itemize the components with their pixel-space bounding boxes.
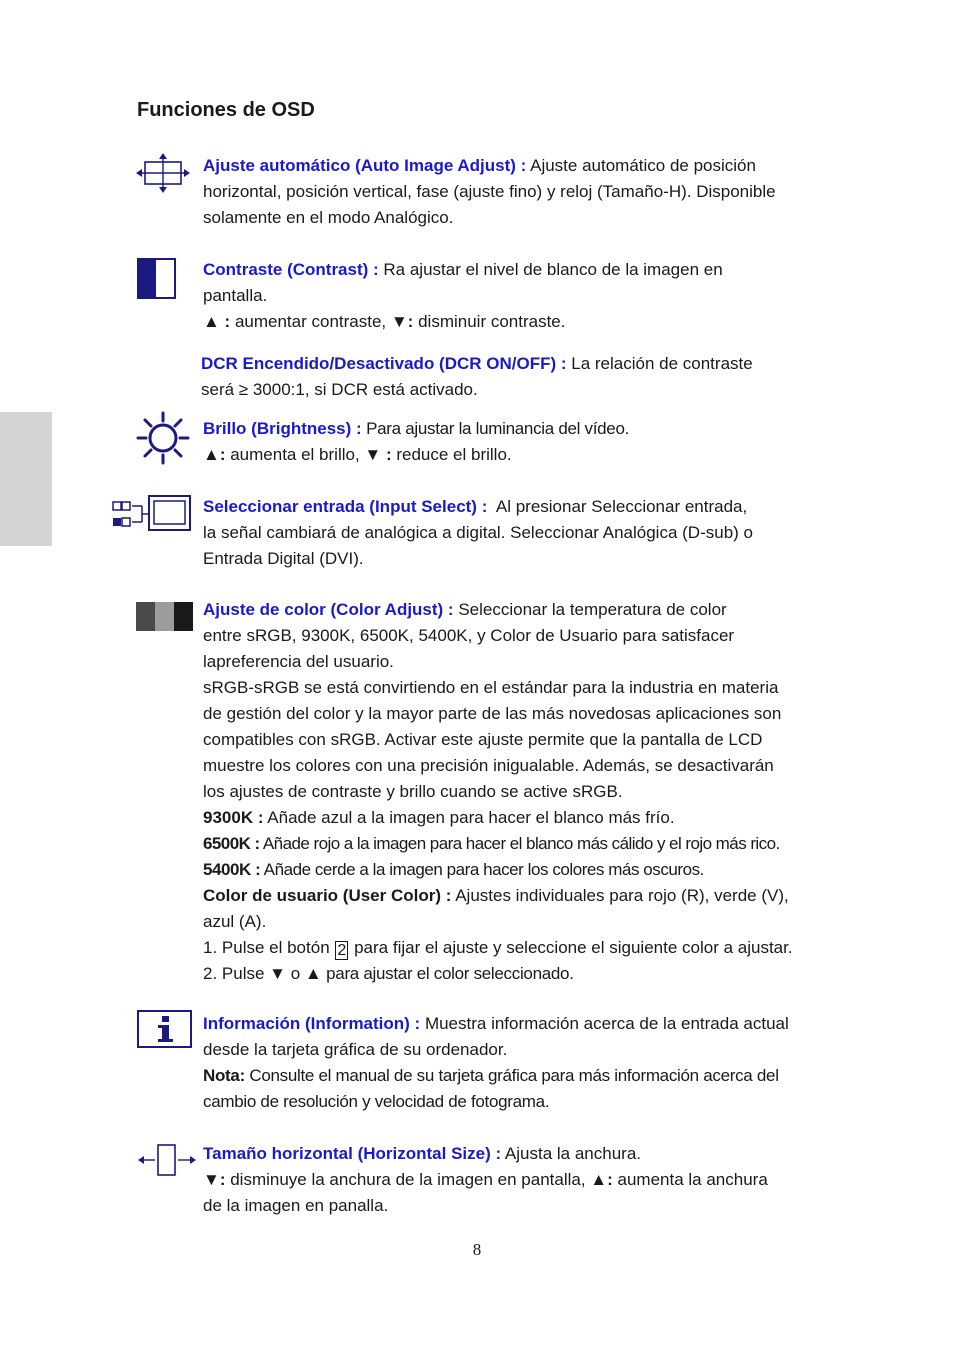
user-color-label: Color de usuario (User Color) :	[203, 886, 452, 905]
brightness-down-text: reduce el brillo.	[391, 445, 512, 464]
contrast-icon	[137, 258, 177, 300]
step2-text: para ajustar el color seleccionado.	[321, 964, 574, 983]
preset-6500k-text: Añade rojo a la imagen para hacer el blanco más cálido y el rojo más rico.	[259, 834, 780, 853]
input-select-text: Al presionar Seleccionar entrada,	[487, 497, 748, 516]
step2-text: o	[285, 964, 305, 983]
down-arrow-icon: ▼	[269, 964, 286, 983]
brightness-up-text: aumenta el brillo,	[225, 445, 365, 464]
up-arrow-icon: ▲ :	[203, 312, 231, 331]
section-input-select	[203, 494, 848, 572]
h-size-down-text: disminuye la anchura de la imagen en pantalla,	[225, 1170, 591, 1189]
color-adjust-text: los ajustes de contraste y brillo cuando se active sRGB.	[203, 782, 623, 801]
color-adjust-text: de gestión del color y la mayor parte de las más novedosas aplicaciones son	[203, 704, 782, 723]
brightness-text: Para ajustar la luminancia del vídeo.	[361, 419, 630, 438]
section-information	[203, 1011, 848, 1115]
h-size-up-text: aumenta la anchura	[612, 1170, 768, 1189]
color-adjust-text: lapreferencia del usuario.	[203, 652, 394, 671]
color-adjust-text: compatibles con sRGB. Activar este ajuste permite que la pantalla de LCD	[203, 730, 763, 749]
auto-adjust-text: horizontal, posición vertical, fase (ajuste fino) y reloj (Tamaño-H). Disponible	[203, 182, 776, 201]
preset-5400k-label: 5400K :	[203, 860, 261, 879]
section-brightness	[203, 416, 848, 468]
information-text: Muestra información acerca de la entrada actual	[420, 1014, 789, 1033]
down-arrow-icon: ▼:	[390, 312, 414, 331]
color-adjust-text: sRGB-sRGB se está convirtiendo en el estándar para la industria en materia	[203, 678, 779, 697]
section-auto-adjust	[203, 153, 848, 231]
step1-text: para fijar el ajuste y seleccione el siguiente color a ajustar.	[349, 938, 793, 957]
preset-5400k-text: Añade cerde a la imagen para hacer los colores más oscuros.	[260, 860, 704, 879]
contrast-up-text: aumentar contraste,	[230, 312, 391, 331]
up-arrow-icon: ▲:	[590, 1170, 613, 1189]
down-arrow-icon: ▼ :	[364, 445, 392, 464]
contrast-down-text: disminuir contraste.	[413, 312, 566, 331]
down-arrow-icon: ▼:	[203, 1170, 226, 1189]
user-color-text: Ajustes individuales para rojo (R), verde (V),	[451, 886, 789, 905]
section-horizontal-size	[203, 1141, 848, 1219]
input-select-text: Entrada Digital (DVI).	[203, 549, 364, 568]
side-tab-marker	[0, 412, 52, 546]
section-color-adjust	[203, 597, 848, 987]
color-adjust-text: muestre los colores con una precisión inigualable. Además, se desactivarán	[203, 756, 774, 775]
dcr-heading: DCR Encendido/Desactivado (DCR ON/OFF) :	[201, 354, 567, 373]
dcr-text: será ≥ 3000:1, si DCR está activado.	[201, 380, 478, 399]
input-select-icon	[112, 494, 192, 534]
note-label: Nota:	[203, 1066, 245, 1085]
contrast-text: Ra ajustar el nivel de blanco de la imagen en	[378, 260, 723, 279]
key-2-icon: 2	[335, 941, 348, 960]
step1-text: 1. Pulse el botón	[203, 938, 335, 957]
auto-adjust-text: Ajuste automático de posición	[526, 156, 756, 175]
section-dcr	[201, 351, 846, 403]
up-arrow-icon: ▲:	[203, 445, 226, 464]
h-size-text: Ajusta la anchura.	[501, 1144, 642, 1163]
contrast-text: pantalla.	[203, 286, 268, 305]
brightness-heading: Brillo (Brightness) :	[203, 419, 362, 438]
page-number: 8	[472, 1240, 482, 1259]
input-select-heading: Seleccionar entrada (Input Select) :	[203, 497, 488, 516]
contrast-heading: Contraste (Contrast) :	[203, 260, 379, 279]
sun-icon	[136, 411, 190, 465]
info-icon	[137, 1010, 193, 1049]
horizontal-size-icon	[138, 1143, 196, 1177]
preset-6500k-label: 6500K :	[203, 834, 260, 853]
color-adjust-heading: Ajuste de color (Color Adjust) :	[203, 600, 454, 619]
auto-adjust-icon	[136, 153, 190, 193]
dcr-text: La relación de contraste	[566, 354, 753, 373]
color-adjust-text: Seleccionar la temperatura de color	[453, 600, 727, 619]
color-swatch-icon	[136, 602, 193, 631]
input-select-text: la señal cambiará de analógica a digital. Seleccionar Analógica (D-sub) o	[203, 523, 753, 542]
information-heading: Información (Information) :	[203, 1014, 421, 1033]
preset-9300k-text: Añade azul a la imagen para hacer el blanco más frío.	[263, 808, 675, 827]
step2-text: 2. Pulse	[203, 964, 270, 983]
note-text: Consulte el manual de su tarjeta gráfica para más información acerca del	[244, 1066, 779, 1085]
h-size-heading: Tamaño horizontal (Horizontal Size) :	[203, 1144, 502, 1163]
auto-adjust-heading: Ajuste automático (Auto Image Adjust) :	[203, 156, 527, 175]
up-arrow-icon: ▲	[304, 964, 322, 983]
page-title: Funciones de OSD	[137, 99, 315, 121]
user-color-text: azul (A).	[203, 912, 267, 931]
auto-adjust-text: solamente en el modo Analógico.	[203, 208, 454, 227]
note-text: cambio de resolución y velocidad de fotograma.	[203, 1092, 550, 1111]
section-contrast	[203, 257, 848, 335]
color-adjust-text: entre sRGB, 9300K, 6500K, 5400K, y Color de Usuario para satisfacer	[203, 626, 735, 645]
preset-9300k-label: 9300K :	[203, 808, 264, 827]
h-size-text: de la imagen en panalla.	[203, 1196, 389, 1215]
information-text: desde la tarjeta gráfica de su ordenador.	[203, 1040, 508, 1059]
